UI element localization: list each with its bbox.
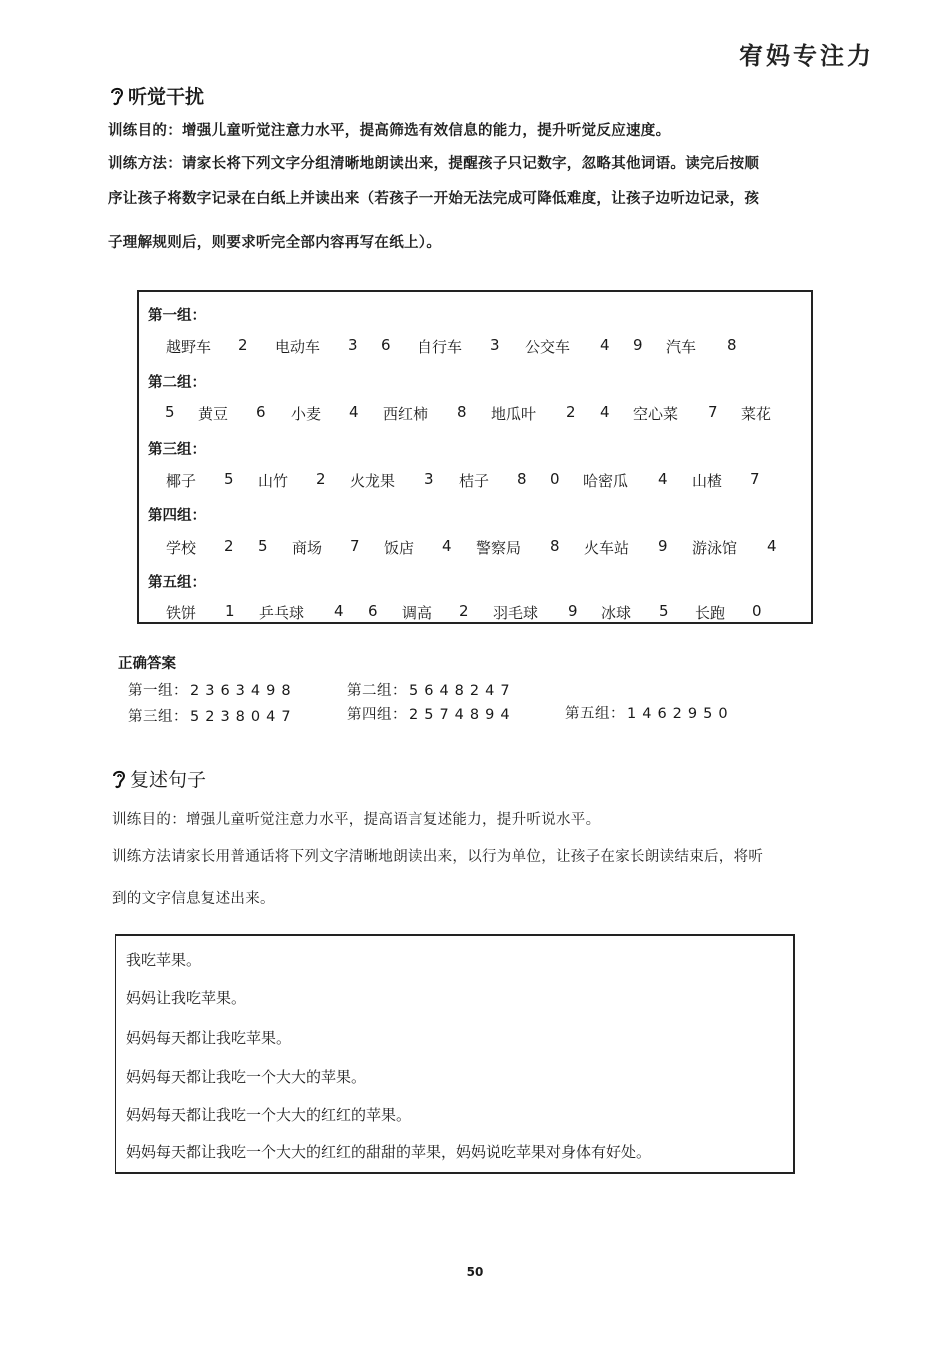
group-item: 8 bbox=[550, 537, 560, 555]
answer-label: 第三组： bbox=[128, 709, 188, 725]
section1-purpose: 训练目的：增强儿童听觉注意力水平，提高筛选有效信息的能力，提升听觉反应速度。 bbox=[108, 123, 671, 139]
group-item: 4 bbox=[442, 537, 452, 555]
group-item: 4 bbox=[767, 537, 777, 555]
group-item: 自行车 bbox=[417, 338, 463, 356]
group-item: 学校 bbox=[166, 539, 197, 557]
group-item: 羽毛球 bbox=[493, 604, 539, 622]
answer-group-2 bbox=[347, 679, 516, 700]
group-item: 2 bbox=[224, 537, 234, 555]
group-row bbox=[139, 537, 811, 557]
group-item: 乒乓球 bbox=[259, 604, 305, 622]
section2-title-text: 复述句子 bbox=[130, 769, 207, 791]
group-item: 山竹 bbox=[258, 472, 289, 490]
sentences-box bbox=[115, 934, 795, 1174]
group-item: 6 bbox=[256, 403, 266, 421]
sentence: 妈妈每天都让我吃一个大大的红红的甜甜的苹果，妈妈说吃苹果对身体有好处。 bbox=[126, 1143, 652, 1161]
group-item: 1 bbox=[225, 602, 235, 620]
group-item: 调高 bbox=[402, 604, 433, 622]
section2-purpose: 训练目的：增强儿童听觉注意力水平，提高语言复述能力，提升听说水平。 bbox=[112, 812, 601, 828]
group-item: 越野车 bbox=[166, 338, 212, 356]
sentence: 妈妈每天都让我吃苹果。 bbox=[126, 1029, 292, 1047]
group-item: 7 bbox=[350, 537, 360, 555]
group-item: 公交车 bbox=[525, 338, 571, 356]
group-item: 7 bbox=[708, 403, 718, 421]
group-item: 空心菜 bbox=[633, 405, 679, 423]
group-item: 7 bbox=[750, 470, 760, 488]
group-item: 3 bbox=[348, 336, 358, 354]
group-row bbox=[139, 403, 811, 423]
answer-group-4 bbox=[347, 703, 516, 724]
group-item: 8 bbox=[727, 336, 737, 354]
group-item: 5 bbox=[258, 537, 268, 555]
group-row bbox=[139, 336, 811, 356]
group-item: 3 bbox=[490, 336, 500, 354]
group-item: 0 bbox=[752, 602, 762, 620]
group-item: 9 bbox=[658, 537, 668, 555]
group-item: 2 bbox=[316, 470, 326, 488]
group-item: 3 bbox=[424, 470, 434, 488]
section1-title-text: 听觉干扰 bbox=[128, 86, 205, 108]
group-item: 游泳馆 bbox=[692, 539, 738, 557]
group-item: 9 bbox=[568, 602, 578, 620]
group-item: 哈密瓜 bbox=[583, 472, 629, 490]
section1-method-line-3: 子理解规则后，则要求听完全部内容再写在纸上）。 bbox=[108, 235, 442, 251]
group-item: 5 bbox=[224, 470, 234, 488]
group-label: 第四组： bbox=[148, 508, 206, 524]
sentence: 我吃苹果。 bbox=[126, 951, 202, 969]
sentence: 妈妈每天都让我吃一个大大的红红的苹果。 bbox=[126, 1106, 412, 1124]
sentence: 妈妈让我吃苹果。 bbox=[126, 989, 247, 1007]
group-item: 火龙果 bbox=[350, 472, 396, 490]
section-title-repeat-sentences bbox=[110, 765, 206, 792]
group-item: 桔子 bbox=[459, 472, 490, 490]
section-title-listening-interference bbox=[108, 82, 204, 109]
answer-value: 5648247 bbox=[409, 683, 516, 699]
group-item: 小麦 bbox=[291, 405, 322, 423]
answer-label: 第五组： bbox=[565, 706, 625, 722]
group-item: 菜花 bbox=[741, 405, 772, 423]
group-label: 第二组： bbox=[148, 375, 206, 391]
section2-method-line-2: 到的文字信息复述出来。 bbox=[112, 891, 275, 907]
brand-title: 宥妈专注力 bbox=[739, 42, 874, 70]
group-item: 4 bbox=[658, 470, 668, 488]
answer-label: 第四组： bbox=[347, 707, 407, 723]
section1-method-line-1: 训练方法：请家长将下列文字分组清晰地朗读出来，提醒孩子只记数字，忽略其他词语。读完后按顺 bbox=[108, 156, 760, 172]
group-item: 4 bbox=[334, 602, 344, 620]
group-item: 椰子 bbox=[166, 472, 197, 490]
group-item: 火车站 bbox=[584, 539, 630, 557]
group-item: 4 bbox=[600, 336, 610, 354]
answer-value: 5238047 bbox=[190, 709, 297, 725]
group-item: 商场 bbox=[292, 539, 323, 557]
group-item: 4 bbox=[600, 403, 610, 421]
group-item: 0 bbox=[550, 470, 560, 488]
answer-group-1 bbox=[128, 679, 297, 700]
group-item: 5 bbox=[165, 403, 175, 421]
page-number: 50 bbox=[466, 1265, 484, 1279]
group-item: 8 bbox=[457, 403, 467, 421]
group-item: 2 bbox=[566, 403, 576, 421]
group-item: 黄豆 bbox=[198, 405, 229, 423]
ear-icon bbox=[108, 85, 126, 107]
group-item: 8 bbox=[517, 470, 527, 488]
word-groups-box bbox=[137, 290, 813, 624]
answer-value: 1462950 bbox=[627, 706, 734, 722]
group-item: 6 bbox=[381, 336, 391, 354]
answers-title: 正确答案 bbox=[118, 656, 176, 672]
group-item: 警察局 bbox=[476, 539, 522, 557]
section2-method-line-1: 训练方法请家长用普通话将下列文字清晰地朗读出来，以行为单位，让孩子在家长朗读结束后，将听 bbox=[112, 849, 764, 865]
section1-method-line-2: 序让孩子将数字记录在白纸上并读出来（若孩子一开始无法完成可降低难度，让孩子边听边记录，孩 bbox=[108, 191, 760, 207]
group-item: 西红柿 bbox=[383, 405, 429, 423]
answer-value: 2574894 bbox=[409, 707, 516, 723]
group-item: 6 bbox=[368, 602, 378, 620]
answer-value: 2363498 bbox=[190, 683, 297, 699]
group-row bbox=[139, 470, 811, 490]
ear-icon bbox=[110, 768, 128, 790]
group-item: 9 bbox=[633, 336, 643, 354]
group-item: 2 bbox=[238, 336, 248, 354]
group-item: 5 bbox=[659, 602, 669, 620]
answer-label: 第二组： bbox=[347, 683, 407, 699]
group-item: 长跑 bbox=[695, 604, 726, 622]
sentence: 妈妈每天都让我吃一个大大的苹果。 bbox=[126, 1068, 367, 1086]
group-label: 第三组： bbox=[148, 442, 206, 458]
group-item: 冰球 bbox=[601, 604, 632, 622]
answer-group-3 bbox=[128, 705, 297, 726]
group-item: 电动车 bbox=[275, 338, 321, 356]
answer-group-5 bbox=[565, 702, 734, 723]
group-item: 铁饼 bbox=[166, 604, 197, 622]
group-item: 饭店 bbox=[384, 539, 415, 557]
group-item: 4 bbox=[349, 403, 359, 421]
group-row bbox=[139, 602, 811, 622]
group-label: 第五组： bbox=[148, 575, 206, 591]
group-label: 第一组： bbox=[148, 308, 206, 324]
group-item: 汽车 bbox=[666, 338, 697, 356]
group-item: 地瓜叶 bbox=[491, 405, 537, 423]
answer-label: 第一组： bbox=[128, 683, 188, 699]
group-item: 2 bbox=[459, 602, 469, 620]
group-item: 山楂 bbox=[692, 472, 723, 490]
